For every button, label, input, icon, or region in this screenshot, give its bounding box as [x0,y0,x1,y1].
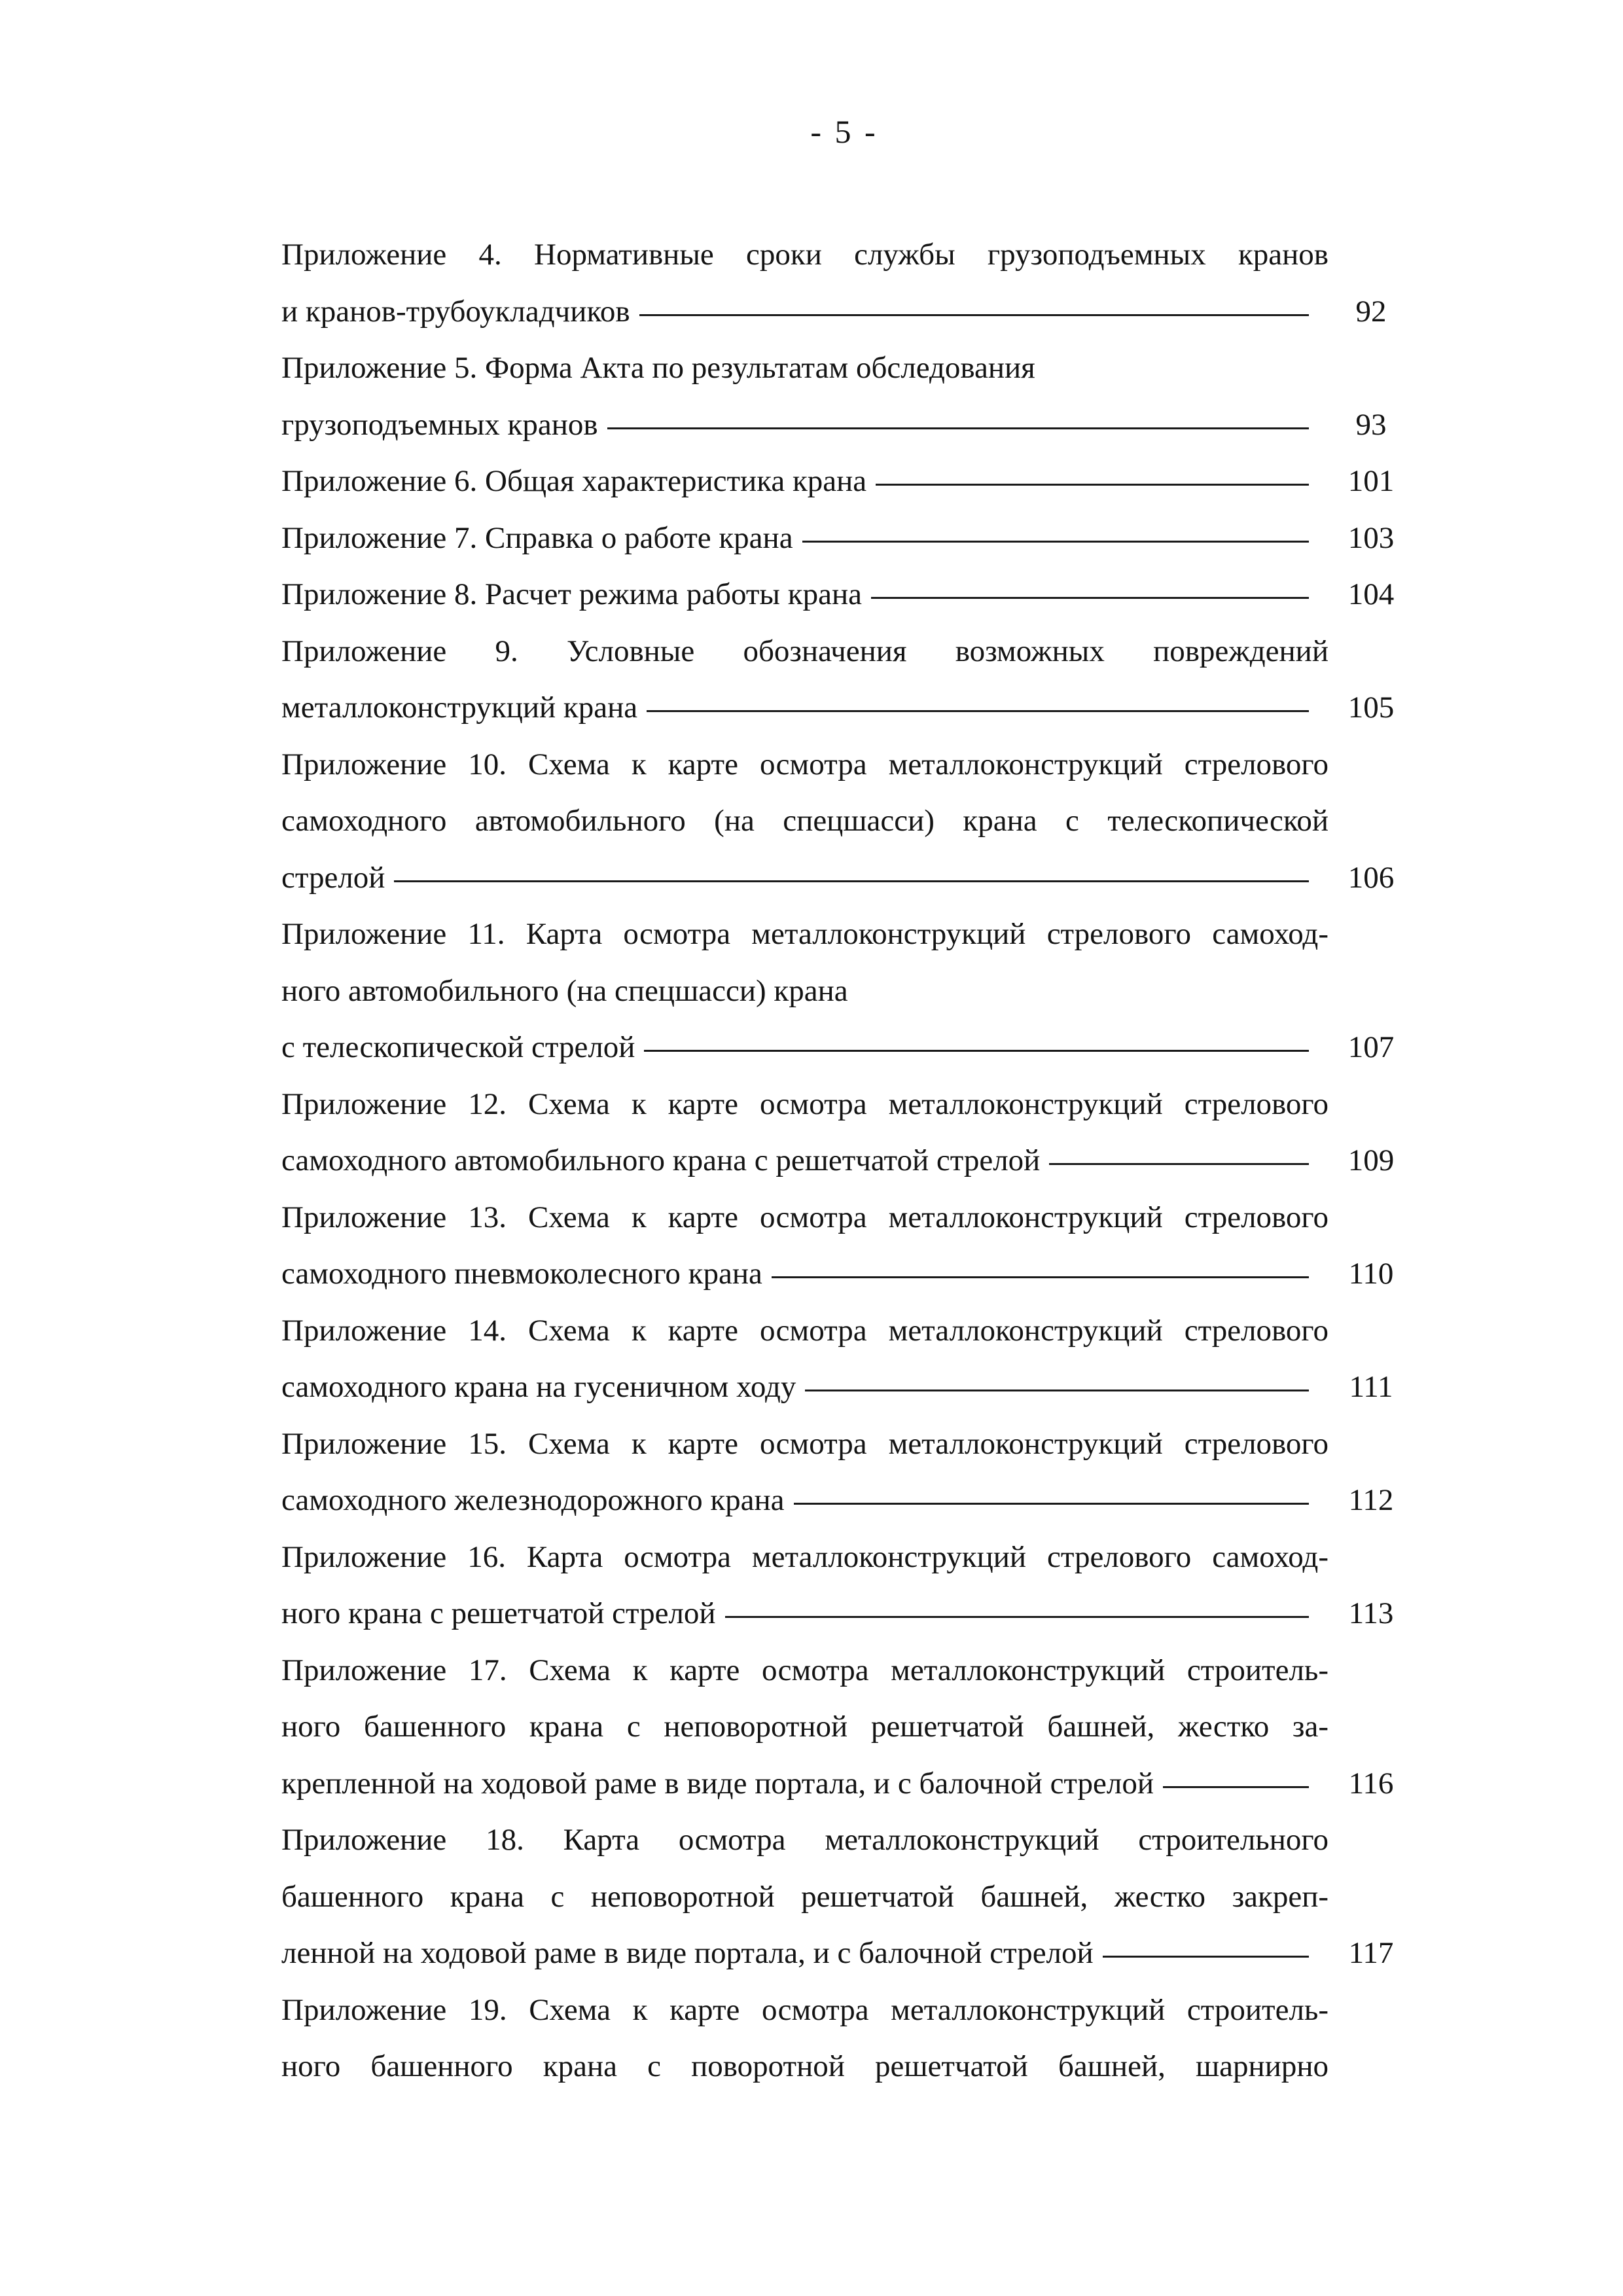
toc-entry-line [281,1416,1407,1473]
toc-entry-line [281,1925,1407,1982]
toc-entry-text: Приложение 13. Схема к карте осмотра металлоконструкций стрелового [281,1200,1329,1234]
toc-entry-text: Приложение 18. Карта осмотра металлоконструкций строительного [281,1823,1329,1857]
toc-entry-text: Приложение 8. Расчет режима работы крана [281,577,862,611]
toc-entry-text: Приложение 14. Схема к карте осмотра металлоконструкций стрелового [281,1313,1329,1348]
toc-entry-line [281,510,1407,567]
toc-entry-line [281,1698,1407,1755]
toc-entry-line [281,453,1407,510]
toc-entry-text: Приложение 10. Схема к карте осмотра металлоконструкций стрелового [281,747,1329,781]
toc-entry-line [281,1076,1407,1133]
dot-leader [805,1390,1309,1391]
toc-entry-line [281,1189,1407,1246]
toc-page-number: 110 [1348,1257,1394,1291]
toc-entry-text: Приложение 5. Форма Акта по результатам обследования [281,351,1035,385]
dot-leader [647,710,1309,712]
toc-entry [281,340,1407,453]
toc-entry-text: Приложение 6. Общая характеристика крана [281,464,867,498]
dot-leader [725,1616,1309,1618]
toc-entry-text: самоходного автомобильного крана с решетчатой стрелой [281,1143,1041,1177]
toc-entry-line [281,963,1407,1020]
toc-entry-line [281,1982,1407,2039]
toc-entry-text: самоходного крана на гусеничном ходу [281,1370,796,1404]
toc-entry [281,566,1407,623]
dot-leader [644,1050,1309,1052]
toc-entry-line [281,623,1407,680]
toc-entry-text: крепленной на ходовой раме в виде портала, и с балочной стрелой [281,1766,1154,1801]
toc-entry-text: Приложение 11. Карта осмотра металлоконструкций стрелового самоход- [281,917,1329,951]
toc-entry-line [281,340,1407,397]
toc-entry [281,736,1407,906]
dot-leader [802,541,1309,543]
toc-page-number: 116 [1348,1766,1394,1801]
toc-entry-line [281,397,1407,454]
toc-entry-text: самоходного пневмоколесного крана [281,1257,762,1291]
toc-page-number: 104 [1347,577,1395,611]
toc-entry [281,1416,1407,1529]
toc-entry-text: ного автомобильного (на спецшасси) крана [281,973,848,1008]
toc-entry-text: и кранов-трубоукладчиков [281,294,630,329]
toc-entry-line [281,1246,1407,1302]
toc-page-number: 101 [1347,464,1395,498]
toc-entry-line [281,1642,1407,1699]
dot-leader [772,1276,1309,1278]
toc-entry-line [281,850,1407,906]
dot-leader [871,597,1309,599]
toc-entry-text: Приложение 17. Схема к карте осмотра металлоконструкций строитель- [281,1653,1329,1687]
toc-entry [281,1642,1407,1812]
dot-leader [794,1503,1309,1505]
toc-entry-line [281,1132,1407,1189]
dot-leader [1049,1163,1309,1165]
toc-page-number: 112 [1348,1483,1394,1517]
toc-entry-line [281,283,1407,340]
toc-entry-text: стрелой [281,860,385,895]
toc-entry-line [281,793,1407,850]
toc-entry [281,1812,1407,1982]
toc-page-number: 106 [1347,860,1395,895]
toc-page-number: 111 [1349,1370,1393,1404]
toc-entry-line [281,226,1407,283]
toc-entry-text: металлоконструкций крана [281,691,638,725]
toc-page-number: 93 [1355,407,1387,442]
toc-entry [281,226,1407,340]
toc-entry-line [281,1585,1407,1642]
toc-entry [281,623,1407,736]
toc-page-number: 103 [1347,520,1395,555]
toc-entry-line [281,2038,1407,2095]
toc-entry-text: самоходного автомобильного (на спецшасси) крана с телескопической [281,804,1329,838]
toc-entry-line [281,1019,1407,1076]
toc-entry-text: Приложение 7. Справка о работе крана [281,520,793,555]
table-of-contents [281,226,1407,2095]
toc-page-number: 113 [1348,1596,1394,1630]
toc-entry-text: Приложение 16. Карта осмотра металлоконструкций стрелового самоход- [281,1539,1329,1574]
toc-entry-text: Приложение 9. Условные обозначения возможных повреждений [281,634,1329,668]
toc-entry [281,453,1407,510]
dot-leader [607,427,1309,429]
toc-entry-text: Приложение 4. Нормативные сроки службы грузоподъемных кранов [281,238,1329,272]
dot-leader [639,314,1309,316]
toc-entry-line [281,1472,1407,1529]
dot-leader [1163,1786,1309,1788]
toc-entry-line [281,566,1407,623]
toc-page-number: 92 [1355,294,1387,329]
toc-entry-text: самоходного железнодорожного крана [281,1483,785,1517]
toc-entry-text: Приложение 12. Схема к карте осмотра металлоконструкций стрелового [281,1086,1329,1121]
toc-entry-line [281,1755,1407,1812]
toc-page-number: 117 [1348,1936,1394,1970]
toc-entry [281,1189,1407,1302]
toc-entry-line [281,1302,1407,1359]
toc-entry-text: Приложение 15. Схема к карте осмотра металлоконструкций стрелового [281,1426,1329,1461]
toc-entry [281,1982,1407,2095]
toc-entry-line [281,679,1407,736]
page-number: - 5 - [810,113,878,150]
toc-entry-line [281,1359,1407,1416]
toc-page-number: 107 [1347,1030,1395,1064]
toc-entry-text: башенного крана с неповоротной решетчатой башней, жестко закреп- [281,1879,1329,1914]
toc-entry-line [281,906,1407,963]
toc-entry [281,1529,1407,1642]
toc-entry [281,1302,1407,1416]
toc-entry [281,510,1407,567]
toc-entry-line [281,1812,1407,1869]
toc-entry-line [281,1529,1407,1586]
dot-leader [876,484,1309,486]
toc-entry-text: грузоподъемных кранов [281,407,598,442]
toc-entry-text: с телескопической стрелой [281,1030,635,1064]
toc-entry-text: ного башенного крана с поворотной решетчатой башней, шарнирно [281,2049,1329,2083]
toc-page-number: 105 [1347,691,1395,725]
toc-entry [281,906,1407,1076]
dot-leader [1103,1956,1309,1958]
toc-entry-text: ного крана с решетчатой стрелой [281,1596,716,1630]
toc-entry-line [281,1869,1407,1926]
toc-entry-text: Приложение 19. Схема к карте осмотра металлоконструкций строитель- [281,1992,1329,2027]
toc-entry-text: ного башенного крана с неповоротной решетчатой башней, жестко за- [281,1710,1329,1744]
toc-page-number: 109 [1347,1143,1395,1177]
dot-leader [394,880,1309,882]
toc-entry [281,1076,1407,1189]
toc-entry-line [281,736,1407,793]
toc-entry-text: ленной на ходовой раме в виде портала, и с балочной стрелой [281,1936,1094,1970]
